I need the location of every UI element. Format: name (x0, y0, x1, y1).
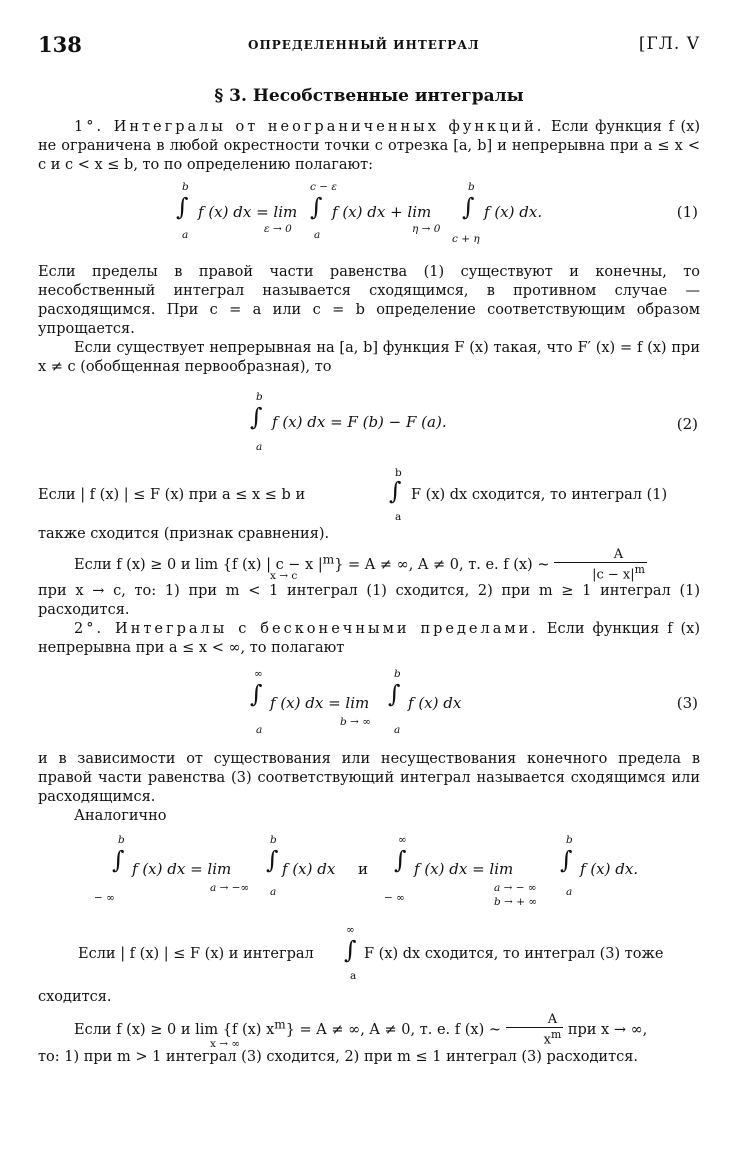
paragraph-10: Если f (x) ≥ 0 и lim {f (x) $x^m\} = A$ ≠ ∞, A ≠ 0, т. е. f (x) ~ $\frac{A}{x^m}$ при x → ∞, (74, 1012, 648, 1048)
paragraph-5-tail: при x → c, то: 1) при m < 1 интеграл (1) сходится, 2) при m ≥ 1 интеграл (1) расходится. (38, 583, 700, 619)
paragraph-4-tail: также сходится (признак сравнения). (38, 526, 330, 542)
equation-1: b ∫ a f (x) dx = lim ε → 0 c − ε ∫ a f (x) dx + lim η → 0 b ∫ c + η f (x) dx. (1) (176, 181, 698, 245)
paragraph-6-text: Если функция f (x) непрерывна при a ≤ x < ∞, то полагают (38, 621, 701, 657)
subsection-lead-1: 1°. Интегралы от неограниченных функций. (74, 119, 545, 135)
paragraph-6 (38, 620, 700, 658)
paragraph-5: Если f (x) ≥ 0 и lim {f (x) | c − x $|^m\} = A$ ≠ ∞, A ≠ 0, т. е. f (x) ~ $\frac{A}{|c - x|^m}$ (74, 547, 645, 583)
book-page (38, 30, 700, 1067)
limit-subscript-2: x → ∞ (210, 1037, 241, 1050)
paragraph-1-text: Если функция f (x) не ограничена в любой окрестности точки c отрезка [a, b] и непрерывна при a ≤ x < c и c < x ≤ b, то по определению полагают: (38, 119, 700, 173)
subsection-lead-2: 2°. Интегралы с бесконечными пределами. (74, 621, 539, 638)
paragraph-9-tail: сходится. (38, 989, 112, 1006)
paragraph-7: и в зависимости от существования или несуществования конечного предела в правой части равенства (3) соответствующий интеграл называется сходящимся или расходящимся. (38, 751, 700, 806)
equation-2: b ∫ a f (x) dx = F (b) − F (a). (2) (250, 391, 698, 453)
equation-3: ∞ ∫ a f (x) dx = lim b → ∞ b ∫ a f (x) dx (3) (250, 668, 698, 737)
paragraph-2: Если пределы в правой части равенства (1) существуют и конечны, то несобственный интеграл называется сходящимся, в противном случае — расходящимся. При c = a или c = b определение соответствующим образом упрощается. (38, 264, 700, 337)
page-header (38, 30, 700, 64)
limit-subscript: x → c (270, 570, 298, 583)
comparison-line-2: Если | f (x) | ≤ F (x) и интеграл ∞ ∫ a F (x) dx сходится, то интеграл (3) тоже (78, 924, 664, 983)
fraction-a-over-x-m: $\frac{A}{x^m}$ (506, 1013, 564, 1047)
page-number: 138 (38, 32, 82, 57)
comparison-line: Если | f (x) | ≤ F (x) при a ≤ x ≤ b и b ∫ a F (x) dx сходится, то интеграл (1) (38, 467, 668, 523)
equation-4: b ∫ − ∞ f (x) dx = lim a → −∞ b ∫ a f (x) dx и ∞ ∫ − ∞ f (x) dx = lim a → − ∞ b → + ∞ b ∫ a f (x) dx. (94, 834, 639, 909)
paragraph-1 (38, 118, 700, 175)
paragraph-8: Аналогично (74, 808, 167, 825)
paragraph-3: Если существует непрерывная на [a, b] функция F (x) такая, что F′ (x) = f (x) при x ≠ c (обобщенная первообразная), то (38, 340, 700, 375)
paragraph-10-tail: то: 1) при m > 1 интеграл (3) сходится, 2) при m ≤ 1 интеграл (3) расходится. (38, 1048, 638, 1065)
running-head: ОПРЕДЕЛЕННЫЙ ИНТЕГРАЛ (248, 38, 480, 52)
section-title: § 3. Несобственные интегралы (214, 86, 524, 106)
chapter-marker: [ГЛ. V (638, 34, 700, 54)
fraction-a-over-c-minus-x: $\frac{A}{|c - x|^m}$ (554, 548, 647, 582)
